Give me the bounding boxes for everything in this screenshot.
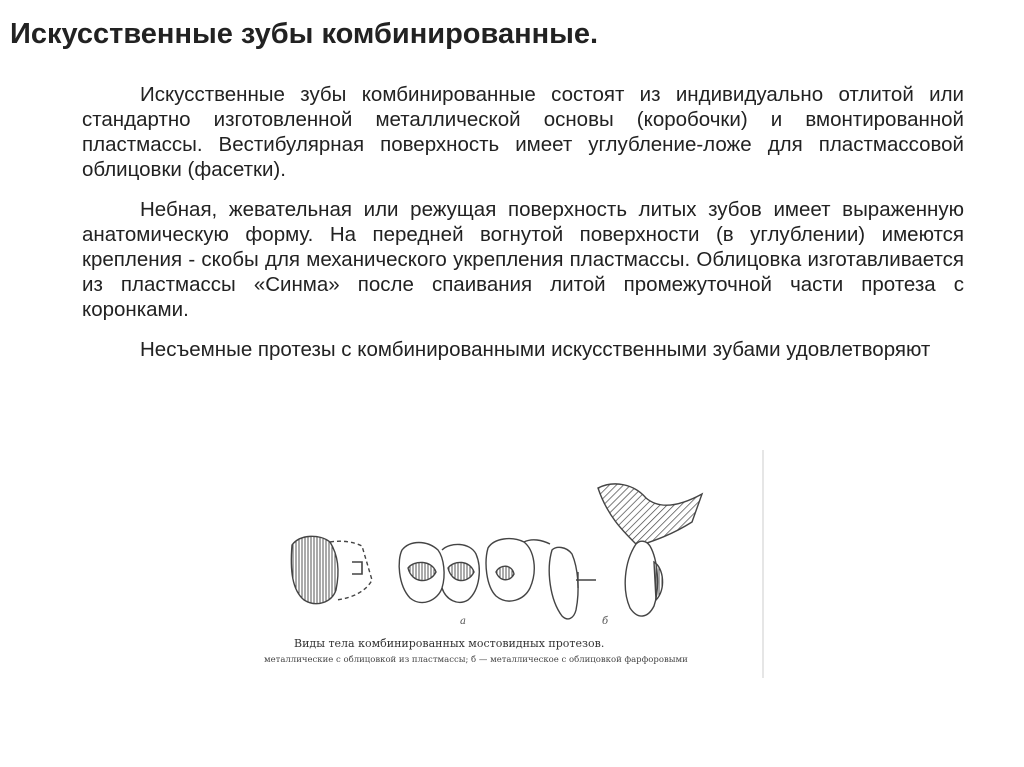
tooth-5-drawing (598, 484, 702, 616)
tooth-4-drawing (549, 547, 596, 619)
slide-body (82, 82, 964, 377)
dental-prosthesis-figure (262, 450, 764, 678)
tooth-3-drawing (486, 539, 550, 601)
figure-subcaption: металлические с облицовкой из пластмассы; б — металлическое с облицовкой фарфоровыми (264, 655, 688, 665)
figure-label-a: а (460, 616, 466, 627)
figure-label-b: б (602, 616, 609, 627)
figure-caption: Виды тела комбинированных мостовидных протезов. (294, 637, 605, 650)
paragraph-3: Несъемные протезы с комбинированными искусственными зубами удовлетворяют (140, 338, 931, 361)
tooth-1-drawing (291, 536, 372, 603)
paragraph-2: Небная, жевательная или режущая поверхность литых зубов имеет выраженную анатомическую форму. На передней вогнутой поверхности (в углублении) имеются крепления - скобы для механического укрепления пластмассы. Облицовка изготавливается из пластмассы «Синма» после спаивания литой промежуточной части протеза с коронками. (82, 198, 964, 321)
tooth-2-drawing (399, 543, 479, 603)
slide-title: Искусственные зубы комбинированные. (10, 18, 599, 50)
paragraph-1: Искусственные зубы комбинированные состоят из индивидуально отлитой или стандартно изготовленной металлической основы (коробочки) и вмонтированной пластмассы. Вестибулярная поверхность имеет углубление-ложе для пластмассовой облицовки (фасетки). (82, 83, 964, 181)
